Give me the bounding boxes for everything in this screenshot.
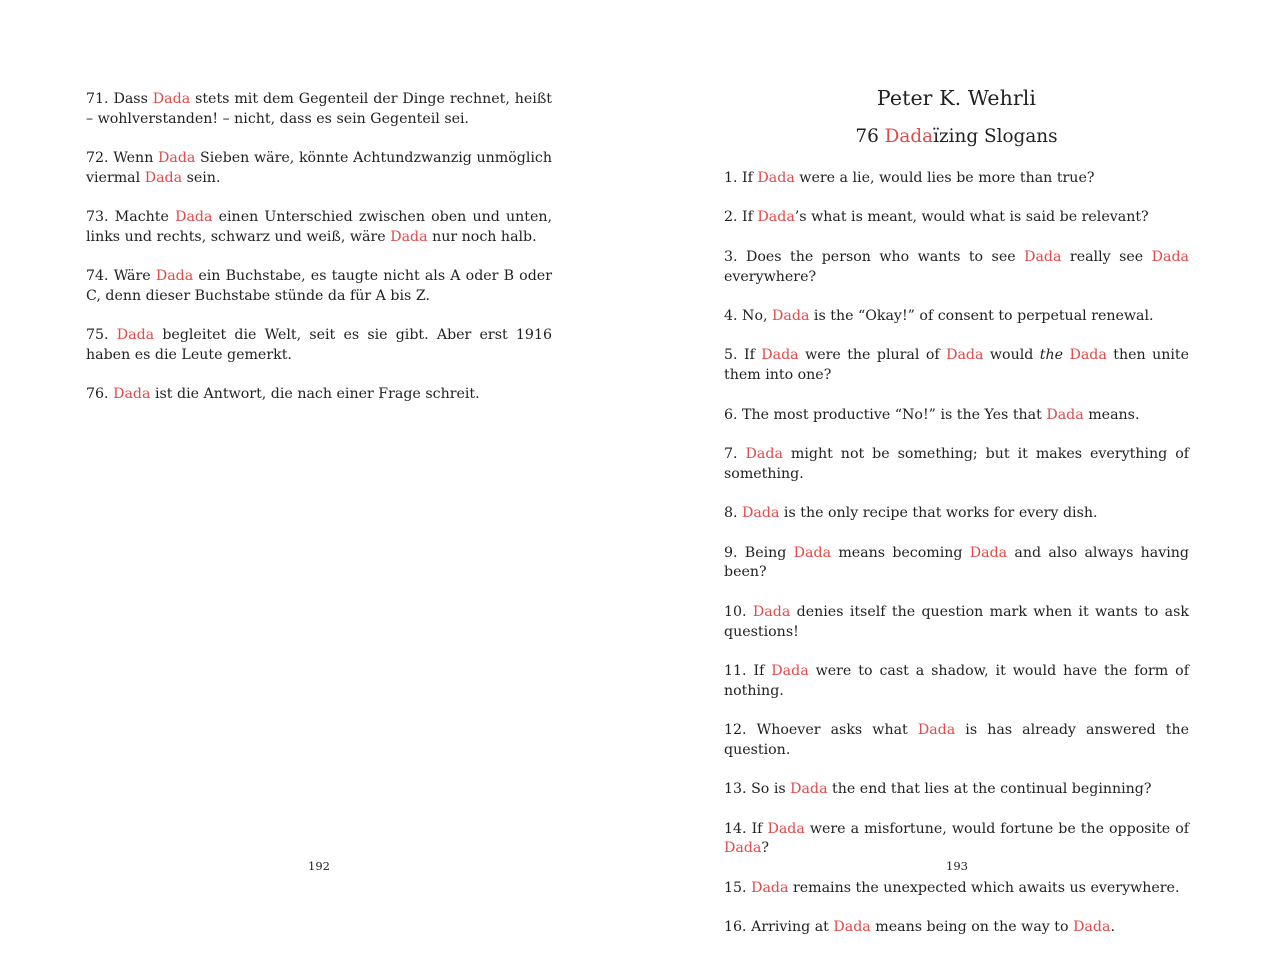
text-run: 74. Wäre — [86, 268, 156, 285]
dada-highlight: Dada — [761, 347, 799, 364]
text-run: 71. Dass — [86, 91, 153, 107]
text-run: nur noch halb. — [427, 228, 537, 245]
dada-highlight: Dada — [155, 268, 194, 285]
text-run: 16. Arriving at — [724, 919, 834, 936]
slogan-entry — [724, 307, 1189, 327]
text-run: means being on the way to — [870, 919, 1074, 936]
page-number-right: 193 — [946, 859, 968, 873]
slogan-entry — [724, 208, 1189, 228]
dada-highlight: Dada — [144, 169, 183, 186]
dada-highlight: Dada — [745, 445, 783, 462]
text-run: is the “Okay!” of consent to perpetual renewal. — [809, 307, 1154, 324]
text-run: 7. — [724, 445, 746, 462]
text-run: the end that lies at the continual beginning? — [827, 781, 1152, 798]
text-run: is the only recipe that works for every dish. — [779, 505, 1098, 522]
dada-highlight: Dada — [793, 544, 832, 561]
text-run: 12. Whoever asks what — [724, 722, 918, 739]
slogan-entry — [724, 504, 1189, 524]
text-run: means becoming — [831, 544, 970, 561]
slogan-entry — [724, 603, 1189, 643]
dada-highlight: Dada — [724, 840, 762, 857]
dada-highlight: Dada — [917, 722, 956, 739]
text-run: were the plural of — [798, 347, 947, 364]
slogan-entry — [86, 149, 552, 189]
dada-highlight: Dada — [1151, 248, 1189, 265]
text-run: 14. If — [724, 820, 768, 837]
dada-highlight: Dada — [751, 879, 789, 896]
left-page — [0, 0, 637, 904]
slogan-entry — [724, 248, 1189, 288]
slogan-entry — [86, 90, 552, 130]
emphasis-text: the — [1039, 347, 1064, 364]
dada-highlight: Dada — [752, 603, 791, 620]
text-run: Sieben wäre, könnte Achtundzwanzig unmöglich viermal — [86, 150, 552, 186]
dada-highlight: Dada — [771, 662, 809, 679]
text-run: 10. — [724, 603, 753, 620]
text-run: would — [983, 347, 1040, 364]
title-heading — [724, 124, 1189, 150]
text-run: 73. Machte — [86, 209, 176, 226]
slogan-list-german — [86, 90, 552, 425]
slogan-entry — [724, 544, 1189, 584]
dada-highlight: Dada — [884, 126, 934, 147]
dada-highlight: Dada — [116, 327, 155, 344]
dada-highlight: Dada — [1073, 919, 1111, 936]
slogan-entry — [86, 208, 552, 248]
text-run: 4. No, — [724, 307, 773, 324]
text-run: 5. If — [724, 347, 762, 364]
text-run: really see — [1061, 248, 1152, 265]
text-run: were a misfortune, would fortune be the opposite of — [804, 820, 1189, 837]
text-run: ist die Antwort, die nach einer Frage schreit. — [150, 386, 480, 403]
text-run: 2. If — [724, 209, 758, 226]
dada-highlight: Dada — [158, 150, 196, 167]
text-run: 6. The most productive “No!” is the Yes that — [724, 406, 1047, 423]
slogan-entry — [724, 879, 1189, 899]
dada-highlight: Dada — [790, 781, 828, 798]
text-run: . — [1110, 919, 1115, 936]
text-run: begleitet die Welt, seit es sie gibt. Aber erst 1916 haben es die Leute gemerkt. — [86, 327, 552, 364]
dada-highlight: Dada — [757, 170, 795, 186]
slogan-entry — [724, 918, 1189, 938]
text-run: einen Unterschied zwischen oben und unten, links und rechts, schwarz und weiß, wäre — [86, 209, 553, 245]
slogan-entry — [724, 169, 1189, 189]
text-run: is has already answered the question. — [724, 722, 1190, 758]
dada-highlight: Dada — [113, 386, 151, 403]
page-number-left: 192 — [308, 859, 330, 873]
dada-highlight: Dada — [946, 347, 984, 364]
dada-highlight: Dada — [742, 505, 780, 522]
text-run: ’s what is meant, would what is said be relevant? — [794, 209, 1149, 226]
text-run: 75. — [86, 327, 117, 344]
slogan-entry — [724, 721, 1189, 761]
text-run: 72. Wenn — [86, 150, 158, 167]
text-run: 76. — [86, 386, 114, 403]
slogan-entry — [724, 662, 1189, 702]
text-run: ein Buchstabe, es taugte nicht als A oder B oder C, denn dieser Buchstabe stünde da für A bis Z. — [86, 268, 552, 305]
text-run: were to cast a shadow, it would have the form of nothing. — [724, 662, 1189, 699]
slogan-entry — [724, 406, 1189, 426]
text-run: 8. — [724, 505, 743, 522]
dada-highlight: Dada — [175, 209, 213, 226]
dada-highlight: Dada — [969, 544, 1008, 561]
text-run: 15. — [724, 879, 752, 896]
text-run: everywhere? — [724, 268, 817, 285]
dada-highlight: Dada — [1024, 248, 1062, 265]
text-run: 11. If — [724, 662, 772, 679]
dada-highlight: Dada — [1046, 406, 1084, 423]
text-run: 76 — [855, 126, 885, 147]
text-run: denies itself the question mark when it wants to ask questions! — [724, 603, 1190, 640]
slogan-entry — [86, 267, 552, 307]
text-run: were a lie, would lies be more than true? — [794, 170, 1095, 186]
dada-highlight: Dada — [152, 91, 191, 107]
text-run: ïzing Slogans — [933, 126, 1058, 147]
text-run: then unite them into one? — [724, 347, 1189, 384]
text-run: 1. If — [724, 170, 758, 186]
dada-highlight: Dada — [772, 307, 810, 324]
text-run: might not be something; but it makes everything of something. — [724, 445, 1189, 482]
slogan-entry — [724, 346, 1189, 386]
slogan-entry — [86, 385, 552, 405]
slogan-entry — [724, 445, 1189, 485]
text-run: and also always having been? — [724, 544, 1189, 581]
dada-highlight: Dada — [757, 209, 795, 226]
slogan-list-english — [724, 169, 1189, 958]
text-run: means. — [1083, 406, 1140, 423]
text-run: ? — [761, 840, 769, 857]
dada-highlight: Dada — [833, 919, 871, 936]
right-page — [637, 0, 1275, 936]
slogan-entry — [724, 820, 1189, 860]
dada-highlight: Dada — [390, 228, 428, 245]
text-run: sein. — [182, 169, 221, 186]
text-run: 13. So is — [724, 781, 791, 798]
author-heading: Peter K. Wehrli — [876, 86, 1037, 110]
text-run: 9. Being — [724, 544, 794, 561]
dada-highlight: Dada — [1069, 347, 1107, 364]
text-run: remains the unexpected which awaits us everywhere. — [788, 879, 1180, 896]
text-run: stets mit dem Gegenteil der Dinge rechnet, heißt – wohlverstanden! – nicht, dass es sein Gegenteil sei. — [86, 91, 552, 127]
text-run: 3. Does the person who wants to see — [724, 248, 1025, 265]
dada-highlight: Dada — [767, 820, 805, 837]
slogan-entry — [86, 326, 552, 366]
slogan-entry — [724, 780, 1189, 800]
